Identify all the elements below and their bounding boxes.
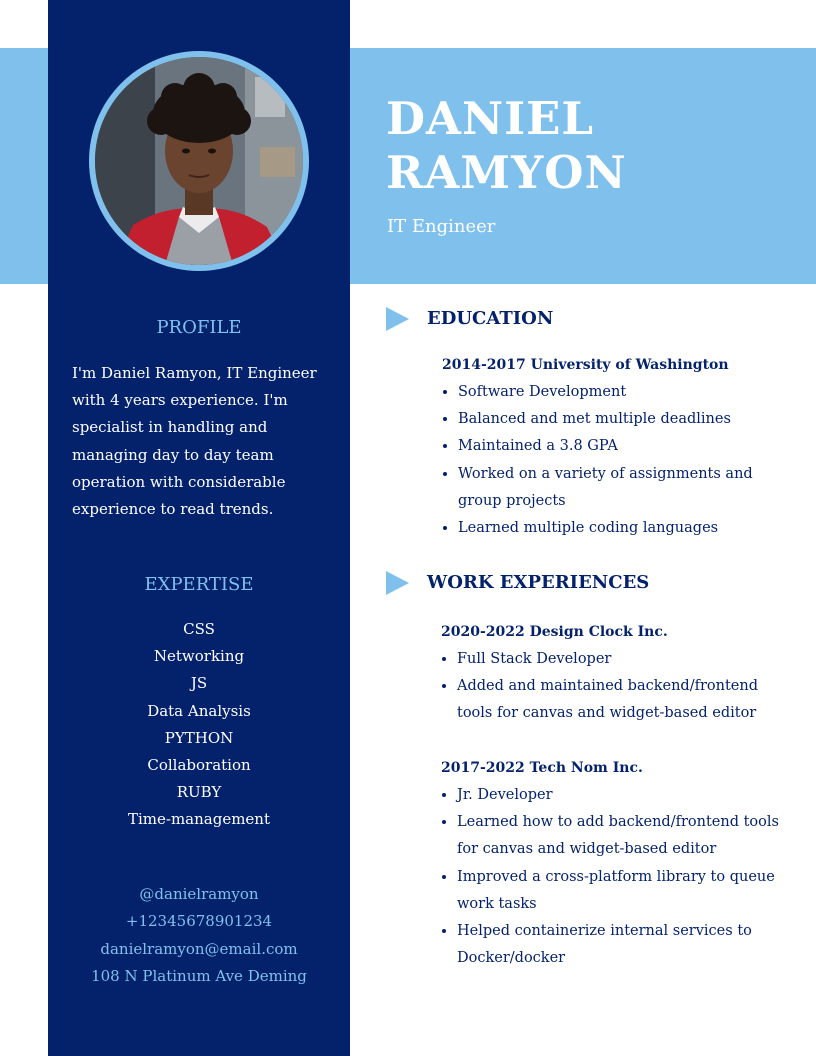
job-bullets-tech-nom	[441, 782, 787, 972]
list-item: • Software Development	[458, 379, 788, 406]
profile-text: I'm Daniel Ramyon, IT Engineer with 4 years experience. I'm specialist in handling and managing day to day team operation with considerable experience to read trends.	[72, 364, 317, 519]
education-entry-title: 2014-2017 University of Washington	[442, 357, 729, 373]
contact-email: danielramyon@email.com	[100, 939, 298, 958]
list-item: • Balanced and met multiple deadlines	[458, 406, 788, 433]
profile-heading: PROFILE	[156, 317, 242, 338]
job-title-design-clock: 2020-2022 Design Clock Inc.	[441, 624, 668, 640]
list-item: • Learned how to add backend/frontend tools for canvas and widget-based editor	[457, 809, 787, 863]
list-item: • Maintained a 3.8 GPA	[458, 433, 788, 460]
portrait-image	[95, 57, 303, 265]
work-arrow-icon	[386, 571, 409, 595]
expertise-item: Data Analysis	[147, 701, 251, 720]
profile-photo	[89, 51, 309, 271]
contact-handle: @danielramyon	[139, 885, 259, 903]
candidate-name	[386, 92, 806, 200]
expertise-item: JS	[190, 674, 208, 693]
name-last: RAMYON	[386, 146, 627, 199]
work-heading: WORK EXPERIENCES	[427, 572, 650, 593]
contact-list	[48, 881, 350, 990]
list-item: • Jr. Developer	[457, 782, 787, 809]
education-bullets	[442, 379, 788, 542]
job-bullets-design-clock	[441, 646, 787, 728]
job-title: IT Engineer	[387, 216, 496, 237]
expertise-list	[48, 616, 350, 834]
name-first: DANIEL	[386, 92, 595, 145]
expertise-heading: EXPERTISE	[144, 574, 254, 595]
expertise-item: RUBY	[176, 783, 222, 802]
list-item: • Worked on a variety of assignments and group projects	[458, 461, 788, 515]
avatar	[95, 57, 303, 265]
list-item: • Added and maintained backend/frontend tools for canvas and widget-based editor	[457, 673, 787, 727]
list-item: • Helped containerize internal services to Docker/docker	[457, 918, 787, 972]
job-title-tech-nom: 2017-2022 Tech Nom Inc.	[441, 760, 643, 776]
education-arrow-icon	[386, 307, 409, 331]
expertise-item: CSS	[183, 620, 215, 638]
contact-phone: +12345678901234	[125, 912, 273, 931]
education-heading: EDUCATION	[427, 308, 554, 329]
list-item: • Full Stack Developer	[457, 646, 787, 673]
expertise-item: Collaboration	[147, 756, 251, 775]
list-item: • Improved a cross-platform library to queue work tasks	[457, 864, 787, 918]
expertise-item: Networking	[153, 647, 245, 666]
expertise-item: PYTHON	[164, 728, 234, 747]
contact-address: 108 N Platinum Ave Deming	[91, 966, 307, 985]
expertise-item: Time-management	[127, 810, 270, 829]
list-item: • Learned multiple coding languages	[458, 515, 788, 542]
